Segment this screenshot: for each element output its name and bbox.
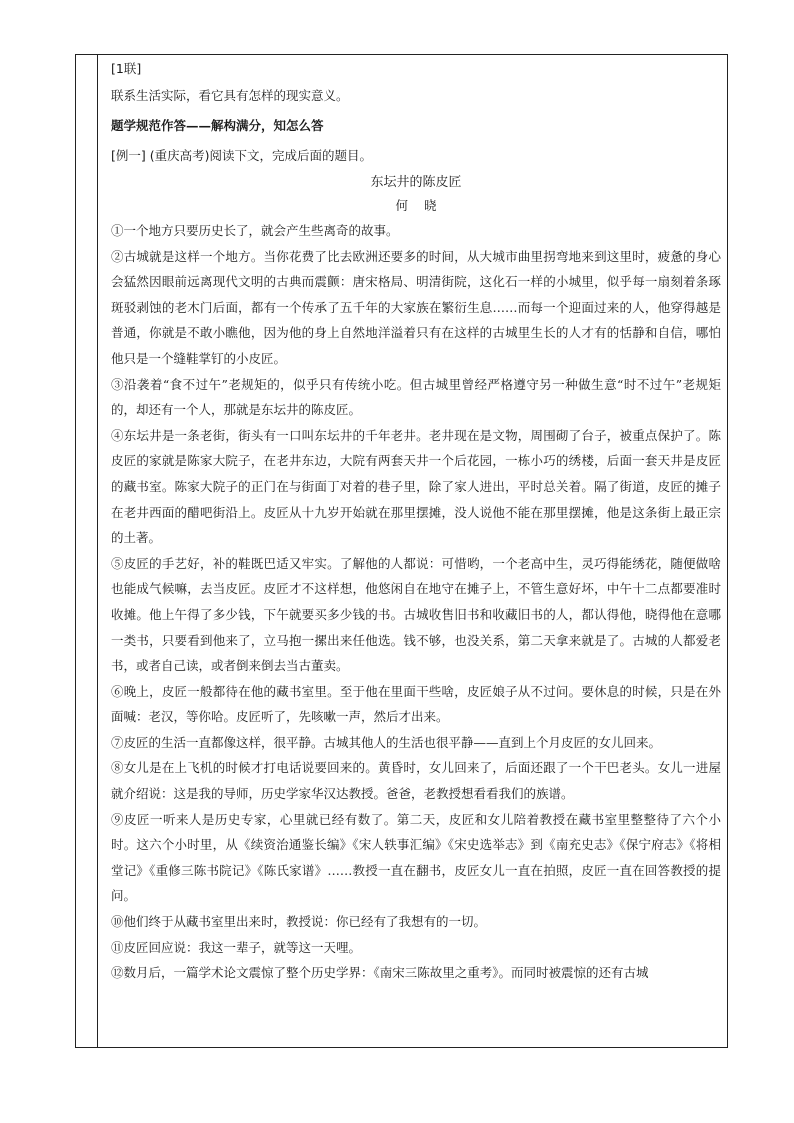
section-prompt: 联系生活实际，看它具有怎样的现实意义。 [111, 88, 349, 103]
guide-heading: 题学规范作答——解构满分，知怎么答 [111, 118, 324, 133]
section-tag: [1联] [111, 61, 142, 76]
example-heading: [例一] (重庆高考)阅读下文，完成后面的题目。 [111, 148, 372, 163]
paragraph-8: ⑧女儿是在上飞机的时候才打电话说要回来的。黄昏时，女儿回来了，后面还跟了一个干巴老头。女儿一进屋就介绍说：这是我的导师，历史学家华汉达教授。爸爸，老教授想看看我们的族谱。 [111, 760, 721, 802]
paragraph-12: ⑫数月后，一篇学术论文震惊了整个历史学界：《南宋三陈故里之重考》。而同时被震惊的还有古城 [111, 965, 649, 981]
paragraph-9: ⑨皮匠一听来人是历史专家，心里就已经有数了。第二天，皮匠和女儿陪着教授在藏书室里整整待了六个小时。这六个小时里，从《续资治通鉴长编》《宋人轶事汇编》《宋史选举志》到《南充史志》《保宁府志》《将相堂记》《重修三陈书院记》《陈氏家谱》……教授一直在翻书，皮匠女儿一直在拍照，皮匠一直在回答教授的提问。 [111, 811, 721, 904]
paragraph-1: ①一个地方只要历史长了，就会产生些离奇的故事。 [111, 223, 399, 238]
paragraph-10: ⑩他们终于从藏书室里出来时，教授说：你已经有了我想有的一切。 [111, 914, 487, 930]
paragraph-2: ②古城就是这样一个地方。当你花费了比去欧洲还要多的时间，从大城市曲里拐弯地来到这里时，疲惫的身心会猛然因眼前远离现代文明的古典而震颤：唐宋格局、明清街院，这化石一样的小城里，似乎每一扇刻着条琢斑驳剥蚀的老木门后面，都有一个传承了五千年的大家族在繁衍生息……而每一个迎面过来的人，他穿得越是普通，你就是不敢小瞧他，因为他的身上自然地洋溢着只有在这样的古城里生长的人才有的恬静和自信，哪怕他只是一个缝鞋掌钉的小皮匠。 [111, 248, 721, 366]
paragraph-11: ⑪皮匠回应说：我这一辈子，就等这一天哩。 [111, 939, 362, 955]
paragraph-4: ④东坛井是一条老街，街头有一口叫东坛井的千年老井。老井现在是文物，周围砌了台子，被重点保护了。陈皮匠的家就是陈家大院子，在老井东边，大院有两套天井一个后花园，一栋小巧的绣楼，后面一套天井是皮匠的藏书室。陈家大院子的正门在与街面丁对着的巷子里，除了家人进出，平时总关着。隔了街道，皮匠的摊子在老井西面的醋吧街沿上。皮匠从十九岁开始就在那里摆摊，没人说他不能在那里摆摊，他是这条街上最正宗的土著。 [111, 427, 721, 546]
cell-content [111, 56, 721, 986]
table-column-divider [97, 54, 98, 1048]
article-body [111, 218, 721, 986]
paragraph-5: ⑤皮匠的手艺好，补的鞋既巴适又牢实。了解他的人都说：可惜哟，一个老高中生，灵巧得能绣花，随便做啥也能成气候嘛，去当皮匠。皮匠才不这样想，他悠闲自在地守在摊子上，不管生意好坏，中午十二点都要准时收摊。他上午得了多少钱，下午就要买多少钱的书。古城收售旧书和收藏旧书的人，都认得他，晓得他在意哪一类书，只要看到他来了，立马抱一摞出来任他选。钱不够，也没关系，第二天拿来就是了。古城的人都爱老书，或者自己读，或者倒来倒去当古董卖。 [111, 555, 721, 674]
paragraph-7: ⑦皮匠的生活一直都像这样，很平静。古城其他人的生活也很平静——直到上个月皮匠的女儿回来。 [111, 734, 662, 750]
article-author: 何 晓 [395, 198, 437, 213]
article-title: 东坛井的陈皮匠 [370, 175, 462, 190]
paragraph-3: ③沿袭着“食不过午”老规矩的，似乎只有传统小吃。但古城里曾经严格遵守另一种做生意“时不过午”老规矩的，却还有一个人，那就是东坛井的陈皮匠。 [111, 376, 721, 418]
paragraph-6: ⑥晚上，皮匠一般都待在他的藏书室里。至于他在里面干些啥，皮匠娘子从不过问。要休息的时候，只是在外面喊：老汉，等你哈。皮匠听了，先咳嗽一声，然后才出来。 [111, 683, 721, 725]
